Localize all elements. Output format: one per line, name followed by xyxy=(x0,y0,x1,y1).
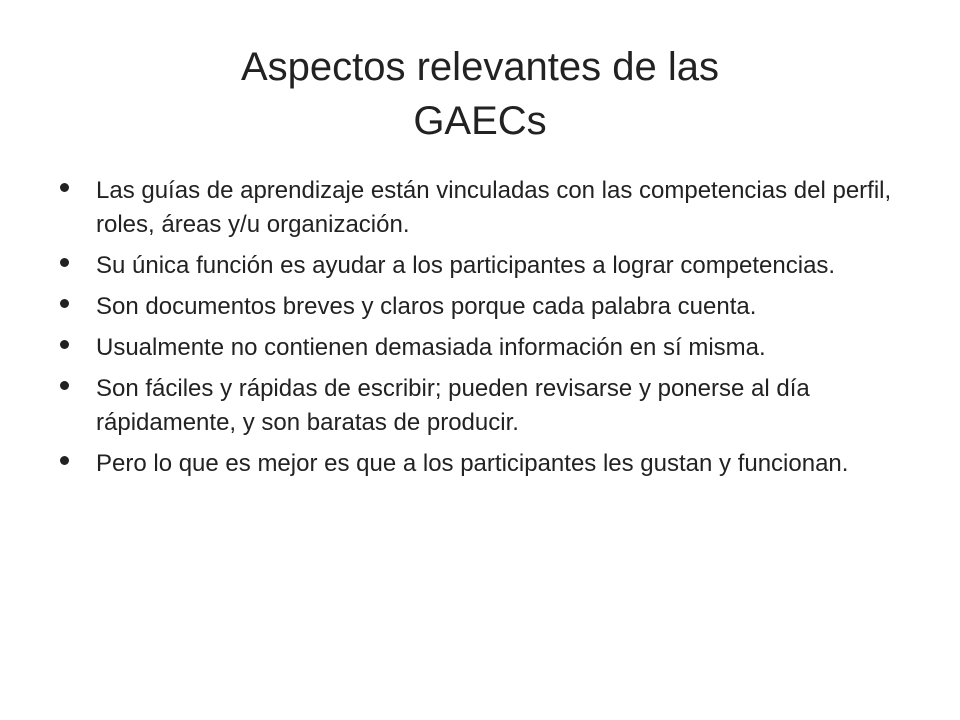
bullet-list xyxy=(60,174,910,488)
bullet-dot-icon xyxy=(60,381,69,390)
bullet-dot-icon xyxy=(60,299,69,308)
bullet-item xyxy=(60,331,910,365)
bullet-text: Usualmente no contienen demasiada información en sí misma. xyxy=(96,334,766,361)
slide-title xyxy=(180,40,780,148)
bullet-dot-icon xyxy=(60,183,69,192)
bullet-text: Su única función es ayudar a los participantes a lograr competencias. xyxy=(96,252,836,279)
bullet-item xyxy=(60,249,910,283)
bullet-dot-icon xyxy=(60,456,69,465)
bullet-text: Son documentos breves y claros porque cada palabra cuenta. xyxy=(96,293,757,320)
bullet-text: Pero lo que es mejor es que a los participantes les gustan y funcionan. xyxy=(96,450,849,477)
bullet-dot-icon xyxy=(60,258,69,267)
bullet-dot-icon xyxy=(60,340,69,349)
title-line-1: Aspectos relevantes de las xyxy=(240,45,720,89)
bullet-text: Las guías de aprendizaje están vinculadas con las competencias del perfil, roles, áreas y/u organización. xyxy=(96,177,892,238)
bullet-item xyxy=(60,372,910,440)
bullet-item xyxy=(60,174,910,242)
bullet-item xyxy=(60,447,910,481)
title-line-2: GAECs xyxy=(413,99,547,143)
bullet-text: Son fáciles y rápidas de escribir; pueden revisarse y ponerse al día rápidamente, y son baratas de producir. xyxy=(96,375,810,436)
bullet-item xyxy=(60,290,910,324)
